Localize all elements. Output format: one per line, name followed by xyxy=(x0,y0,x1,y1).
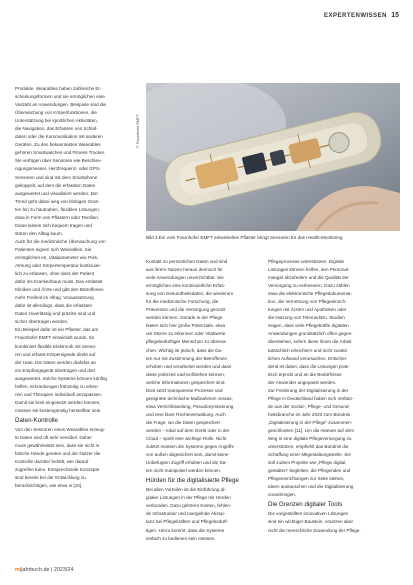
text-line: ren und erfasst Körpersignale direkt auf xyxy=(15,351,96,357)
text-line: dafür ins Krankenhaus muss. Das entlastet xyxy=(15,279,103,285)
text-line: te Daten sind oft sehr sensibel. Daher xyxy=(15,434,92,440)
column-2-text-2 xyxy=(146,486,263,542)
text-line: ten hin zu hautnahen, flexiblen Lösungen, xyxy=(15,206,101,212)
text-line: welche Informationen gespeichert sind. xyxy=(146,379,226,385)
photo-credit-text: © Fraunhofer EMFT xyxy=(136,114,140,148)
text-line: Auch für die medizinische Überwachung von xyxy=(15,238,106,244)
text-line: Überwachung von Körperfunktionen, die xyxy=(15,110,97,116)
column-3-text xyxy=(268,258,398,499)
subheading-limits: Die Grenzen digitaler Tools xyxy=(268,501,343,509)
text-line: ausgewertet und visualisiert werden. Der xyxy=(15,190,98,196)
text-line: Vielzahl an Anwendungen. Beispiele sind die xyxy=(15,102,107,108)
text-line: Diese lassen sich bequem tragen und xyxy=(15,222,92,228)
text-line: und eine klare Rechteverwaltung. Auch xyxy=(146,411,226,417)
text-line: tigen. Hinzu kommt, dass die Systeme xyxy=(146,527,225,533)
page-footer xyxy=(15,567,73,573)
text-line: sung von Gesundheitsdaten, die wiederum xyxy=(146,291,234,297)
subheading-hurdles: Hürden für die digitalisierte Pflege xyxy=(146,477,239,485)
text-line: de Infrastruktur und mangelnde Akzep- xyxy=(146,511,226,517)
text-line: Damit sie breit eingesetzt werden können, xyxy=(15,399,101,405)
text-line: Pflegeeinrichtungen zur Seite stehen, xyxy=(268,476,345,482)
text-line: Unterstützung bei sportlichen Aktivitäten, xyxy=(15,118,98,124)
text-line: lichen Aufwand verursachen. Entschei- xyxy=(268,355,348,361)
text-line: geschlossen [11]. Um die Akteure auf dem xyxy=(268,427,354,433)
footer-text: jahrbuch.de | 2023/24 xyxy=(21,567,74,573)
text-line: ten nur mit Zustimmung der Betroffenen xyxy=(146,355,228,361)
sensor-patch-photo xyxy=(146,83,400,231)
section-title: EXPERTENWISSEN xyxy=(323,13,387,19)
text-line: sind bereits bei der Entwicklung zu xyxy=(15,475,86,481)
text-line: daten oder die Kommunikation mit anderen xyxy=(15,134,103,140)
text-line: muss gewährleistet sein, dass sie nicht in xyxy=(15,443,100,449)
text-line: Produkte. Wearables haben zahlreiche Er- xyxy=(15,86,102,91)
photo-caption: Bild 3 Ein vom Fraunhofer EMFT entwickeltes Pflaster bringt Sensoren für das Health-Monitoring xyxy=(146,235,343,240)
text-line: mangel abzufedern und die Qualität der xyxy=(268,275,349,281)
text-line: unterstützen, empfiehlt das Bündnis die xyxy=(268,444,349,450)
sensor-patch-illustration xyxy=(146,83,400,231)
text-line: etwa in Form von Pflastern oder Textilien. xyxy=(15,214,100,220)
text-line: Sie verfügen über Sensoren wie Beschleu- xyxy=(15,158,103,164)
text-line: Von den Sensoren eines Wearables erzeug- xyxy=(15,426,106,432)
text-line: pflegebedürftiger Menschen zu überwa- xyxy=(146,339,227,345)
text-line: viele Anwendungen unverzichtbar. Sie xyxy=(146,275,224,281)
photo-credit xyxy=(136,90,144,150)
text-line: Kontrolle darüber behält, wer darauf xyxy=(15,459,89,465)
text-line: zuletzt müssen die Systeme gegen Angriffe xyxy=(146,444,235,450)
text-line: sicher übertragen werden. xyxy=(15,319,69,325)
text-line: die Navigation, das Erfassen von Schlaf- xyxy=(15,126,98,132)
text-line: diese jederzeit nachvollziehen können, xyxy=(146,371,225,377)
text-line: müssen sie kostengünstig herstellbar sein. xyxy=(15,407,102,413)
text-line: zeigen, dass viele Pflegekräfte digitalen xyxy=(268,323,349,329)
text-line: kombiniert flexible Elektronik mit Senso- xyxy=(15,343,97,349)
text-line: Trend geht dabei weg von klobigen Gerä- xyxy=(15,198,100,204)
text-line: tanz bei Pflegekräften und Pflegebedürf- xyxy=(146,519,229,525)
text-line: nen und Therapien individuell anzupassen. xyxy=(15,391,103,397)
subheading-data-control: Daten-Kontrolle xyxy=(15,416,58,424)
text-line: für die medizinische Forschung, die xyxy=(146,299,219,305)
text-line: erhoben und verarbeitet werden und dass xyxy=(146,363,232,369)
text-line: Atmung oder Körpertemperatur kontinuier- xyxy=(15,263,102,269)
text-line: Pflege in Deutschland haben sich Verbän- xyxy=(268,395,354,401)
text-line: mehr Freiheit im Alltag. Voraussetzung xyxy=(15,295,94,301)
column-1-text xyxy=(15,85,143,415)
text-line: ermöglichen eine kontinuierliche Erfas- xyxy=(146,283,226,289)
text-line: de aus der Sozial-, Pflege- und Gesund- xyxy=(268,403,350,409)
text-line: Ideen austauschen und die Digitalisierung xyxy=(268,484,354,490)
text-line: gekoppelt, auf dem die erfassten Daten xyxy=(15,182,96,188)
text-line: Schaffung einer Mitgestaltungsstelle. Sie xyxy=(268,452,351,458)
text-line: tatsächlich erleichtern und nicht zusätz- xyxy=(268,347,349,353)
text-line: lich zu erfassen, ohne dass der Patient xyxy=(15,271,95,277)
text-line: gehören Smartwatches und Fitness-Tracker. xyxy=(15,150,106,156)
text-line: Lösungen können helfen, den Personal- xyxy=(268,267,350,273)
text-line: Die vorgestellten innovativen Lösungen xyxy=(268,511,349,517)
text-line: ermöglichen es, Vitalparameter wie Puls, xyxy=(15,254,99,260)
text-line: stören den Alltag kaum. xyxy=(15,230,64,236)
text-line: geeignete technische Maßnahmen voraus, xyxy=(146,395,233,401)
page-number: 15 xyxy=(391,12,399,19)
text-line: Zur Förderung der Digitalisierung in der xyxy=(268,387,349,393)
text-line: Prävention und die Versorgung genutzt xyxy=(146,307,226,313)
text-line: „Digitalisierung in der Pflege“ zusammen- xyxy=(268,419,353,425)
column-2 xyxy=(146,258,263,543)
text-line: etwa Verschlüsselung, Pseudonymisierung xyxy=(146,403,234,409)
text-line: Ein Beispiel dafür ist ein Pflaster, das am xyxy=(15,327,99,333)
text-line: falsche Hände geraten und der Nutzer die xyxy=(15,451,101,457)
text-line: ten nicht manipuliert werden können. xyxy=(146,468,222,474)
text-line: helfen, Erkrankungen frühzeitig zu erken- xyxy=(15,383,100,389)
column-1 xyxy=(15,85,143,490)
text-line: Bei allen Vorteilen ist die Einführung di- xyxy=(146,487,226,493)
text-line: der Anwender angepasst werden. xyxy=(268,379,337,385)
text-line: etwa die elektronische Pflegedokumenta- xyxy=(268,291,353,297)
text-line: Geräten. Zu den bekanntesten Wearables xyxy=(15,142,101,148)
text-line: verbunden. Dazu gehören Kosten, fehlen- xyxy=(146,503,232,509)
text-line: nicht die menschliche Zuwendung der Pflege. xyxy=(268,527,361,533)
column-3 xyxy=(268,258,398,535)
text-line: Kliniken und Ärzte und gibt den Betroffenen xyxy=(15,287,104,293)
text-line: chen. Wichtig ist jedoch, dass die Da- xyxy=(146,347,223,353)
text-line: scheinungsformen und sie ermöglichen eine xyxy=(15,94,105,100)
text-line: Unbefugten Zugriff erhalten und die Da- xyxy=(146,460,227,466)
column-3-text-2 xyxy=(268,510,398,534)
text-line: Kontakt zu persönlichen Daten und sind xyxy=(146,259,228,264)
footer-brand: ml xyxy=(15,567,22,573)
text-line: werden können. Gerade in der Pflege xyxy=(146,315,223,321)
text-line: Sensoren und sind mit dem Smartphone xyxy=(15,174,98,180)
text-line: Patienten eignen sich Wearables. Sie xyxy=(15,246,92,252)
text-line: Fraunhofer EMFT entwickelt wurde. Es xyxy=(15,335,95,341)
text-line: zugreifen kann. Entsprechende Konzepte xyxy=(15,467,100,473)
text-line: dafür ist allerdings, dass die erfassten xyxy=(15,303,93,309)
text-line: von außen abgesichert sein, damit keine xyxy=(146,452,229,458)
text-line: die Frage, wo die Daten gespeichert xyxy=(146,419,220,425)
text-line: sind ein wichtiger Baustein, ersetzen aber xyxy=(268,519,354,525)
text-line: werden – lokal auf dem Gerät oder in der xyxy=(146,427,230,433)
text-line: Weg in eine digitale Pflegeversorgung zu xyxy=(268,436,352,442)
text-line: tungen mit Ärzten und Apotheken oder xyxy=(268,307,347,313)
text-line: ein Empfangsgerät übertragen und dort xyxy=(15,367,96,373)
text-line: soll zudem Projekte wie „Pflege digital xyxy=(268,460,346,466)
column-1-text-2 xyxy=(15,426,143,490)
text-line: nigungsmesser, Herzfrequenz- oder GPS- xyxy=(15,166,101,172)
text-line: Cloud – spielt eine wichtige Rolle. Nicht xyxy=(146,436,227,442)
text-line: einfach zu bedienen sein müssen. xyxy=(146,535,216,541)
text-line: gestalten“ begleiten, die Pflegenden und xyxy=(268,468,351,474)
text-line: berücksichtigen, wie etwa in [10]. xyxy=(15,483,83,489)
text-line: voranbringen. xyxy=(268,492,297,498)
text-line: dend ist dabei, dass die Lösungen prak- xyxy=(268,363,350,369)
text-line: heitsbranche im Jahr 2020 zum Bündnis xyxy=(268,411,350,417)
text-line: bieten sich hier große Potenziale, etwa xyxy=(146,323,226,329)
text-line: aus ihrem Nutzen heraus dennoch für xyxy=(146,267,223,273)
text-line: der Haut. Die Daten werden drahtlos an xyxy=(15,359,96,365)
text-line: Daten zuverlässig und präzise sind und xyxy=(15,311,96,317)
text-line: gitaler Lösungen in der Pflege mit Hürden xyxy=(146,495,231,501)
text-line: Anwendungen grundsätzlich offen gegen- xyxy=(268,331,353,337)
text-line: Dies setzt transparente Prozesse und xyxy=(146,387,223,393)
text-line: tion, die Vernetzung von Pflegeeinrich- xyxy=(268,299,347,305)
text-line: um Stürze zu erkennen oder Vitalwerte xyxy=(146,331,226,337)
page-header xyxy=(0,13,413,25)
text-line: überstehen, sofern diese ihnen die Arbeit xyxy=(268,339,352,345)
text-line: Pflegeprozesse unterstützen. Digitale xyxy=(268,259,345,264)
column-2-text xyxy=(146,258,263,475)
text-line: ausgewertet. Solche Systeme können künftig xyxy=(15,375,107,381)
text-line: die Nutzung von Telemedizin. Studien xyxy=(268,315,345,321)
text-line: tisch erprobt und an die Bedürfnisse xyxy=(268,371,342,377)
text-line: Versorgung zu verbessern. Dazu zählen xyxy=(268,283,350,289)
